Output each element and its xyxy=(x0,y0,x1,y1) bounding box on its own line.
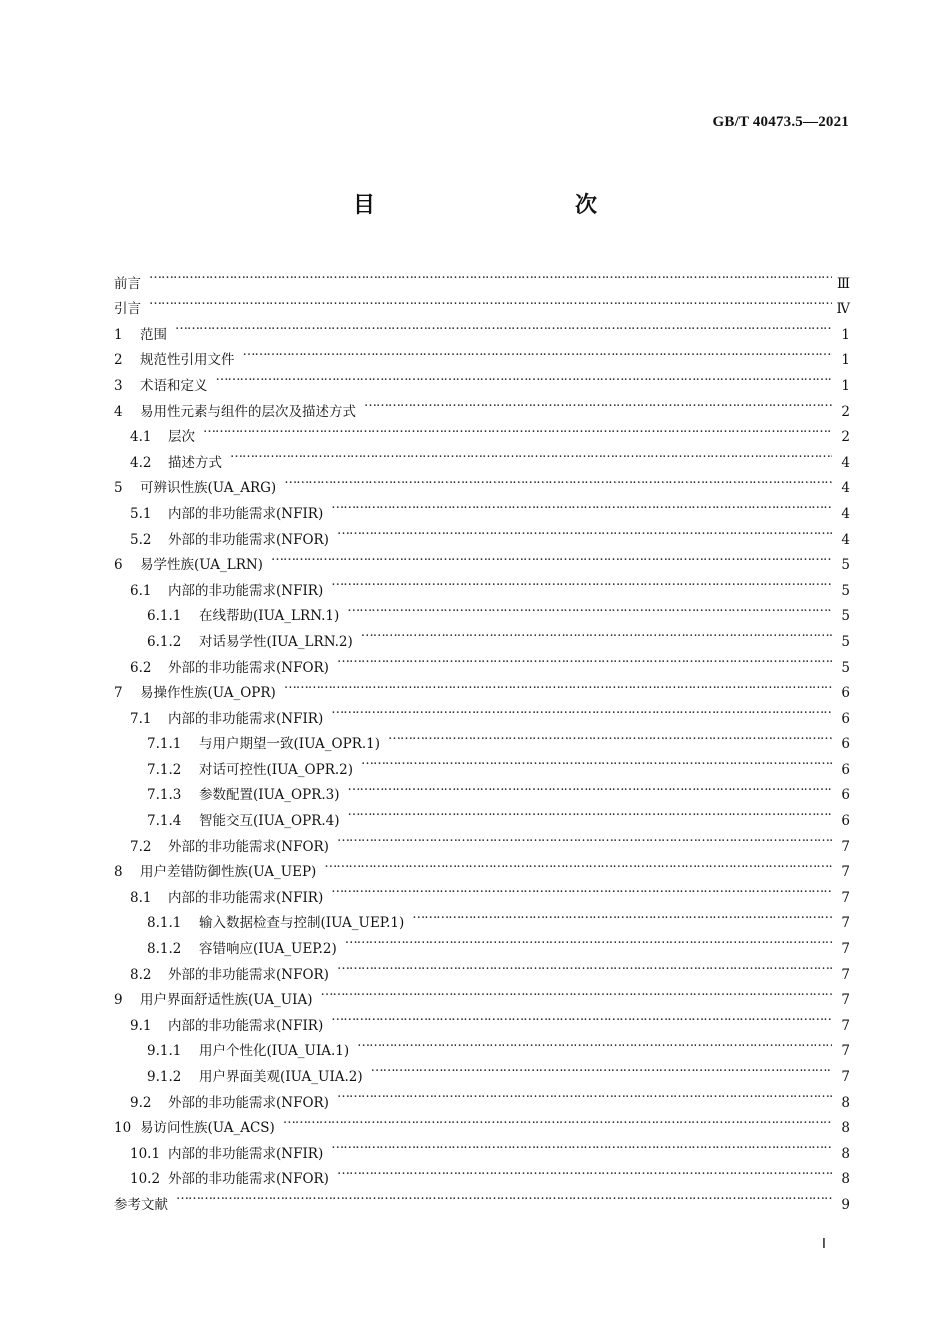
toc-section-number: 2 xyxy=(114,352,123,369)
toc-page-number: 4 xyxy=(841,480,850,497)
toc-page-number: 9 xyxy=(841,1196,850,1213)
toc-page-number: 1 xyxy=(841,352,850,369)
toc-section-title: 范围 xyxy=(140,326,167,343)
toc-section-number: 6.1 xyxy=(130,582,152,599)
toc-page-number: 5 xyxy=(841,659,850,676)
toc-section-title: 易访问性族(UA_ACS) xyxy=(140,1120,275,1137)
toc-section-title: 对话易学性(IUA_LRN.2) xyxy=(199,633,353,650)
toc-leader-dots xyxy=(216,364,833,390)
toc-leader-dots xyxy=(230,441,832,467)
toc-section-title: 术语和定义 xyxy=(140,377,208,394)
toc-section-title: 内部的非功能需求(NFIR) xyxy=(168,1017,324,1034)
toc-section-title: 外部的非功能需求(NFOR) xyxy=(168,838,329,855)
toc-entry[interactable] xyxy=(114,339,850,369)
toc-leader-dots xyxy=(361,620,832,646)
page-title: 目 次 xyxy=(352,193,649,218)
toc-section-title: 用户差错防御性族(UA_UEP) xyxy=(140,864,317,881)
toc-section-title: 内部的非功能需求(NFIR) xyxy=(168,710,324,727)
toc-section-title: 外部的非功能需求(NFOR) xyxy=(168,1171,329,1188)
toc-page-number: 6 xyxy=(841,710,850,727)
toc-section-number: 5.1 xyxy=(130,505,152,522)
standard-code: GB/T 40473.5—2021 xyxy=(712,114,849,130)
toc-section-title: 易学性族(UA_LRN) xyxy=(140,557,263,574)
toc-section-number: 9.1.1 xyxy=(147,1043,182,1060)
toc-leader-dots xyxy=(331,1004,832,1030)
toc-leader-dots xyxy=(324,851,832,877)
toc-section-title: 容错响应(IUA_UEP.2) xyxy=(199,941,337,958)
toc-entry[interactable] xyxy=(114,288,850,318)
toc-section-title: 内部的非功能需求(NFIR) xyxy=(168,889,324,906)
toc-section-number: 8 xyxy=(114,864,123,881)
toc-leader-dots xyxy=(149,262,832,288)
toc-leader-dots xyxy=(337,1081,832,1107)
toc-page-number: 1 xyxy=(841,377,850,394)
toc-section-number: 10.1 xyxy=(130,1145,161,1162)
toc-page-number: 4 xyxy=(841,505,850,522)
toc-entry[interactable] xyxy=(114,1183,850,1213)
toc-leader-dots xyxy=(331,492,832,518)
toc-leader-dots xyxy=(348,774,832,800)
toc-section-title: 在线帮助(IUA_LRN.1) xyxy=(199,608,340,625)
toc-page-number: 4 xyxy=(841,531,850,548)
toc-section-title: 用户个性化(IUA_UIA.1) xyxy=(199,1043,350,1060)
toc-section-number: 9 xyxy=(114,992,123,1009)
toc-page-number: Ⅲ xyxy=(836,275,850,292)
toc-section-number: 7.1.4 xyxy=(147,813,182,830)
toc-page-number: 1 xyxy=(841,326,850,343)
toc-leader-dots xyxy=(337,825,832,851)
toc-leader-dots xyxy=(364,390,832,416)
toc-entry[interactable] xyxy=(114,390,850,420)
toc-entry[interactable] xyxy=(114,441,850,471)
toc-page-number: 7 xyxy=(841,864,850,881)
toc-section-title: 引言 xyxy=(114,301,141,318)
toc-section-number: 7.1 xyxy=(130,710,152,727)
toc-section-number: 7.1.1 xyxy=(147,736,182,753)
toc-page-number: 8 xyxy=(841,1145,850,1162)
toc-section-title: 用户界面舒适性族(UA_UIA) xyxy=(140,992,313,1009)
toc-section-number: 7.1.2 xyxy=(147,761,182,778)
toc-leader-dots xyxy=(203,416,832,442)
toc-leader-dots xyxy=(357,1030,832,1056)
toc-section-title: 输入数据检查与控制(IUA_UEP.1) xyxy=(199,915,405,932)
toc-section-number: 3 xyxy=(114,377,123,394)
toc-section-number: 6 xyxy=(114,557,123,574)
toc-leader-dots xyxy=(337,646,832,672)
toc-leader-dots xyxy=(284,467,832,493)
toc-leader-dots xyxy=(320,979,832,1005)
toc-section-title: 内部的非功能需求(NFIR) xyxy=(168,1145,324,1162)
toc-section-title: 对话可控性(IUA_OPR.2) xyxy=(199,761,354,778)
toc-section-number: 7.1.3 xyxy=(147,787,182,804)
toc-leader-dots xyxy=(175,313,832,339)
page-number: Ⅰ xyxy=(821,1237,826,1252)
toc-leader-dots xyxy=(331,876,832,902)
toc-leader-dots xyxy=(331,697,832,723)
toc-leader-dots xyxy=(347,595,832,621)
toc-section-title: 智能交互(IUA_OPR.4) xyxy=(199,813,340,830)
toc-section-number: 1 xyxy=(114,326,123,343)
toc-leader-dots xyxy=(283,1107,832,1133)
toc-page-number: 2 xyxy=(841,429,850,446)
toc-leader-dots xyxy=(348,799,832,825)
toc-leader-dots xyxy=(337,953,832,979)
toc-section-number: 6.1.2 xyxy=(147,633,182,650)
toc-section-title: 与用户期望一致(IUA_OPR.1) xyxy=(199,736,381,753)
toc-section-title: 参数配置(IUA_OPR.3) xyxy=(199,787,340,804)
toc-page-number: 7 xyxy=(841,915,850,932)
table-of-contents xyxy=(114,262,850,1213)
toc-section-title: 内部的非功能需求(NFIR) xyxy=(168,505,324,522)
toc-entry[interactable] xyxy=(114,262,850,292)
toc-page-number: 7 xyxy=(841,838,850,855)
toc-section-title: 前言 xyxy=(114,275,141,292)
toc-section-number: 8.2 xyxy=(130,966,152,983)
toc-page-number: 8 xyxy=(841,1171,850,1188)
toc-leader-dots xyxy=(337,1158,832,1184)
toc-page-number: 5 xyxy=(841,557,850,574)
toc-page-number: 7 xyxy=(841,1017,850,1034)
toc-page-number: Ⅳ xyxy=(836,301,850,318)
toc-section-number: 5 xyxy=(114,480,123,497)
toc-entry[interactable] xyxy=(114,364,850,394)
toc-page-number: 6 xyxy=(841,813,850,830)
toc-page-number: 5 xyxy=(841,582,850,599)
toc-leader-dots xyxy=(361,748,832,774)
toc-section-number: 10 xyxy=(114,1120,132,1137)
toc-leader-dots xyxy=(412,902,832,928)
toc-leader-dots xyxy=(337,518,832,544)
toc-page-number: 8 xyxy=(841,1094,850,1111)
toc-section-number: 4.1 xyxy=(130,429,152,446)
toc-leader-dots xyxy=(149,288,832,314)
toc-section-title: 规范性引用文件 xyxy=(140,352,235,369)
toc-leader-dots xyxy=(331,1132,832,1158)
toc-page-number: 6 xyxy=(841,787,850,804)
toc-section-number: 7 xyxy=(114,685,123,702)
toc-page-number: 7 xyxy=(841,889,850,906)
toc-section-number: 7.2 xyxy=(130,838,152,855)
toc-page-number: 6 xyxy=(841,761,850,778)
toc-section-title: 内部的非功能需求(NFIR) xyxy=(168,582,324,599)
toc-section-title: 外部的非功能需求(NFOR) xyxy=(168,531,329,548)
toc-leader-dots xyxy=(331,569,832,595)
toc-entry[interactable] xyxy=(114,416,850,446)
toc-section-number: 8.1 xyxy=(130,889,152,906)
toc-section-number: 6.2 xyxy=(130,659,152,676)
toc-page-number: 6 xyxy=(841,685,850,702)
toc-section-title: 参考文献 xyxy=(114,1196,168,1213)
toc-section-number: 10.2 xyxy=(130,1171,161,1188)
toc-entry[interactable] xyxy=(114,313,850,343)
toc-section-number: 8.1.2 xyxy=(147,941,182,958)
toc-section-number: 4.2 xyxy=(130,454,152,471)
toc-section-title: 层次 xyxy=(168,429,195,446)
toc-page-number: 7 xyxy=(841,966,850,983)
toc-leader-dots xyxy=(243,339,833,365)
toc-leader-dots xyxy=(271,544,832,570)
toc-section-title: 外部的非功能需求(NFOR) xyxy=(168,966,329,983)
toc-page-number: 7 xyxy=(841,941,850,958)
toc-page-number: 5 xyxy=(841,608,850,625)
toc-section-title: 易用性元素与组件的层次及描述方式 xyxy=(140,403,356,420)
toc-page-number: 2 xyxy=(841,403,850,420)
toc-section-title: 用户界面美观(IUA_UIA.2) xyxy=(199,1069,363,1085)
toc-section-number: 4 xyxy=(114,403,123,420)
toc-page-number: 6 xyxy=(841,736,850,753)
toc-section-number: 6.1.1 xyxy=(147,608,182,625)
toc-page-number: 7 xyxy=(841,1069,850,1085)
toc-section-number: 9.1 xyxy=(130,1017,152,1034)
toc-leader-dots xyxy=(388,723,832,749)
toc-page-number: 4 xyxy=(841,454,850,471)
toc-page-number: 7 xyxy=(841,1043,850,1060)
toc-section-title: 描述方式 xyxy=(168,454,222,471)
toc-page-number: 8 xyxy=(841,1120,850,1137)
toc-section-title: 外部的非功能需求(NFOR) xyxy=(168,1094,329,1111)
toc-leader-dots xyxy=(371,1055,832,1081)
toc-leader-dots xyxy=(176,1183,832,1209)
toc-leader-dots xyxy=(345,927,832,953)
toc-section-number: 5.2 xyxy=(130,531,152,548)
toc-leader-dots xyxy=(284,672,832,698)
toc-page-number: 5 xyxy=(841,633,850,650)
toc-section-title: 可辨识性族(UA_ARG) xyxy=(140,480,277,497)
toc-section-title: 易操作性族(UA_OPR) xyxy=(140,685,276,702)
toc-section-title: 外部的非功能需求(NFOR) xyxy=(168,659,329,676)
toc-section-number: 9.1.2 xyxy=(147,1069,182,1085)
toc-page-number: 7 xyxy=(841,992,850,1009)
toc-section-number: 8.1.1 xyxy=(147,915,182,932)
toc-section-number: 9.2 xyxy=(130,1094,152,1111)
